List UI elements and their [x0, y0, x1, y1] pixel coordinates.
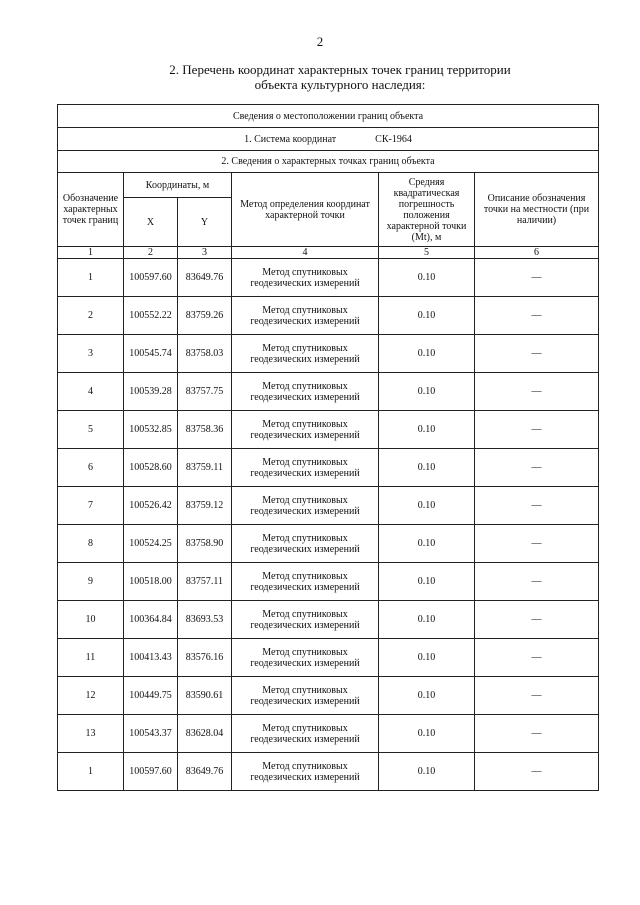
- cell-x: 100528.60: [124, 449, 178, 487]
- coordinates-table: [57, 104, 599, 791]
- table-row: [58, 335, 599, 373]
- cell-error: 0.10: [379, 639, 475, 677]
- cell-y: 83757.11: [178, 563, 232, 601]
- cell-x: 100552.22: [124, 297, 178, 335]
- header-error: Средняя квадратическая погрешность положения характерной точки (Mt), м: [379, 173, 475, 247]
- cell-point: 10: [58, 601, 124, 639]
- cell-method: [232, 449, 379, 487]
- column-number: 6: [475, 247, 599, 259]
- method-line-1: Метод спутниковых: [262, 570, 348, 582]
- cell-error: 0.10: [379, 373, 475, 411]
- method-line-1: Метод спутниковых: [262, 684, 348, 696]
- cell-x: 100532.85: [124, 411, 178, 449]
- cell-method: [232, 487, 379, 525]
- cell-method: [232, 601, 379, 639]
- cell-description: —: [475, 677, 599, 715]
- cell-method: [232, 411, 379, 449]
- cell-error: 0.10: [379, 411, 475, 449]
- header-x: X: [124, 198, 178, 247]
- method-line-2: геодезических измерений: [250, 353, 360, 365]
- cell-y: 83693.53: [178, 601, 232, 639]
- cell-y: 83758.03: [178, 335, 232, 373]
- table-row: [58, 563, 599, 601]
- method-line-1: Метод спутниковых: [262, 494, 348, 506]
- cell-x: 100449.75: [124, 677, 178, 715]
- cell-description: —: [475, 639, 599, 677]
- cell-error: 0.10: [379, 525, 475, 563]
- cell-description: —: [475, 373, 599, 411]
- cell-method: [232, 563, 379, 601]
- coordinate-system-label: 1. Система координат: [244, 133, 337, 145]
- heading-line-1: 2. Перечень координат характерных точек границ территории: [169, 62, 511, 77]
- cell-point: 9: [58, 563, 124, 601]
- cell-point: 3: [58, 335, 124, 373]
- cell-description: —: [475, 411, 599, 449]
- method-line-1: Метод спутниковых: [262, 760, 348, 772]
- column-number: 2: [124, 247, 178, 259]
- cell-x: 100413.43: [124, 639, 178, 677]
- coordinate-system-value: СК-1964: [375, 133, 412, 145]
- table-row: [58, 487, 599, 525]
- page-heading: [100, 62, 580, 92]
- cell-y: 83757.75: [178, 373, 232, 411]
- cell-description: —: [475, 335, 599, 373]
- cell-error: 0.10: [379, 715, 475, 753]
- cell-description: —: [475, 715, 599, 753]
- cell-y: 83576.16: [178, 639, 232, 677]
- cell-description: —: [475, 525, 599, 563]
- method-line-2: геодезических измерений: [250, 619, 360, 631]
- cell-x: 100526.42: [124, 487, 178, 525]
- coordinate-system-row: [58, 128, 599, 151]
- header-method: Метод определения координат характерной точки: [232, 173, 379, 247]
- cell-point: 13: [58, 715, 124, 753]
- cell-error: 0.10: [379, 487, 475, 525]
- method-line-1: Метод спутниковых: [262, 532, 348, 544]
- table-body: [58, 259, 599, 791]
- cell-point: 6: [58, 449, 124, 487]
- cell-y: 83759.11: [178, 449, 232, 487]
- cell-x: 100518.00: [124, 563, 178, 601]
- cell-y: 83628.04: [178, 715, 232, 753]
- header-point: Обозначение характерных точек границ: [58, 173, 124, 247]
- header-y: Y: [178, 198, 232, 247]
- cell-error: 0.10: [379, 677, 475, 715]
- table-row: [58, 753, 599, 791]
- cell-method: [232, 335, 379, 373]
- cell-point: 7: [58, 487, 124, 525]
- method-line-1: Метод спутниковых: [262, 266, 348, 278]
- cell-x: 100543.37: [124, 715, 178, 753]
- cell-point: 2: [58, 297, 124, 335]
- cell-description: —: [475, 601, 599, 639]
- method-line-2: геодезических измерений: [250, 505, 360, 517]
- cell-y: 83590.61: [178, 677, 232, 715]
- cell-x: 100524.25: [124, 525, 178, 563]
- cell-point: 5: [58, 411, 124, 449]
- cell-method: [232, 373, 379, 411]
- cell-method: [232, 525, 379, 563]
- cell-description: —: [475, 259, 599, 297]
- cell-description: —: [475, 297, 599, 335]
- cell-method: [232, 639, 379, 677]
- cell-error: 0.10: [379, 563, 475, 601]
- heading-line-2: объекта культурного наследия:: [254, 77, 426, 92]
- cell-x: 100545.74: [124, 335, 178, 373]
- cell-description: —: [475, 449, 599, 487]
- cell-error: 0.10: [379, 753, 475, 791]
- table-row: [58, 411, 599, 449]
- table-row: [58, 601, 599, 639]
- header-description: Описание обозначения точки на местности (при наличии): [475, 173, 599, 247]
- cell-y: 83759.26: [178, 297, 232, 335]
- column-number: 3: [178, 247, 232, 259]
- cell-error: 0.10: [379, 259, 475, 297]
- cell-error: 0.10: [379, 335, 475, 373]
- method-line-1: Метод спутниковых: [262, 722, 348, 734]
- table-title: Сведения о местоположении границ объекта: [58, 105, 599, 128]
- page-number: 2: [316, 34, 324, 49]
- cell-y: 83649.76: [178, 259, 232, 297]
- cell-x: 100364.84: [124, 601, 178, 639]
- cell-error: 0.10: [379, 449, 475, 487]
- method-line-1: Метод спутниковых: [262, 646, 348, 658]
- method-line-2: геодезических измерений: [250, 657, 360, 669]
- header-coordinates: Координаты, м: [124, 173, 232, 198]
- cell-method: [232, 677, 379, 715]
- table-row: [58, 449, 599, 487]
- cell-description: —: [475, 753, 599, 791]
- cell-method: [232, 259, 379, 297]
- method-line-2: геодезических измерений: [250, 467, 360, 479]
- table-row: [58, 525, 599, 563]
- column-number: 5: [379, 247, 475, 259]
- method-line-1: Метод спутниковых: [262, 304, 348, 316]
- method-line-2: геодезических измерений: [250, 543, 360, 555]
- table-row: [58, 715, 599, 753]
- table-row: [58, 677, 599, 715]
- table-row: [58, 297, 599, 335]
- cell-y: 83758.90: [178, 525, 232, 563]
- method-line-1: Метод спутниковых: [262, 608, 348, 620]
- cell-error: 0.10: [379, 297, 475, 335]
- method-line-2: геодезических измерений: [250, 695, 360, 707]
- method-line-2: геодезических измерений: [250, 391, 360, 403]
- method-line-2: геодезических измерений: [250, 733, 360, 745]
- points-section-label: 2. Сведения о характерных точках границ объекта: [58, 151, 599, 173]
- cell-method: [232, 753, 379, 791]
- cell-point: 4: [58, 373, 124, 411]
- cell-y: 83759.12: [178, 487, 232, 525]
- cell-y: 83649.76: [178, 753, 232, 791]
- cell-method: [232, 297, 379, 335]
- cell-x: 100597.60: [124, 259, 178, 297]
- cell-x: 100597.60: [124, 753, 178, 791]
- table-row: [58, 639, 599, 677]
- table-row: [58, 373, 599, 411]
- cell-description: —: [475, 563, 599, 601]
- method-line-2: геодезических измерений: [250, 771, 360, 783]
- cell-x: 100539.28: [124, 373, 178, 411]
- column-number: 1: [58, 247, 124, 259]
- cell-point: 8: [58, 525, 124, 563]
- method-line-2: геодезических измерений: [250, 277, 360, 289]
- method-line-2: геодезических измерений: [250, 315, 360, 327]
- cell-point: 12: [58, 677, 124, 715]
- method-line-1: Метод спутниковых: [262, 380, 348, 392]
- method-line-2: геодезических измерений: [250, 581, 360, 593]
- cell-method: [232, 715, 379, 753]
- method-line-2: геодезических измерений: [250, 429, 360, 441]
- cell-point: 11: [58, 639, 124, 677]
- cell-point: 1: [58, 259, 124, 297]
- column-numbers-row: [58, 247, 599, 259]
- method-line-1: Метод спутниковых: [262, 342, 348, 354]
- column-number: 4: [232, 247, 379, 259]
- table-row: [58, 259, 599, 297]
- cell-y: 83758.36: [178, 411, 232, 449]
- cell-description: —: [475, 487, 599, 525]
- method-line-1: Метод спутниковых: [262, 456, 348, 468]
- cell-error: 0.10: [379, 601, 475, 639]
- cell-point: 1: [58, 753, 124, 791]
- method-line-1: Метод спутниковых: [262, 418, 348, 430]
